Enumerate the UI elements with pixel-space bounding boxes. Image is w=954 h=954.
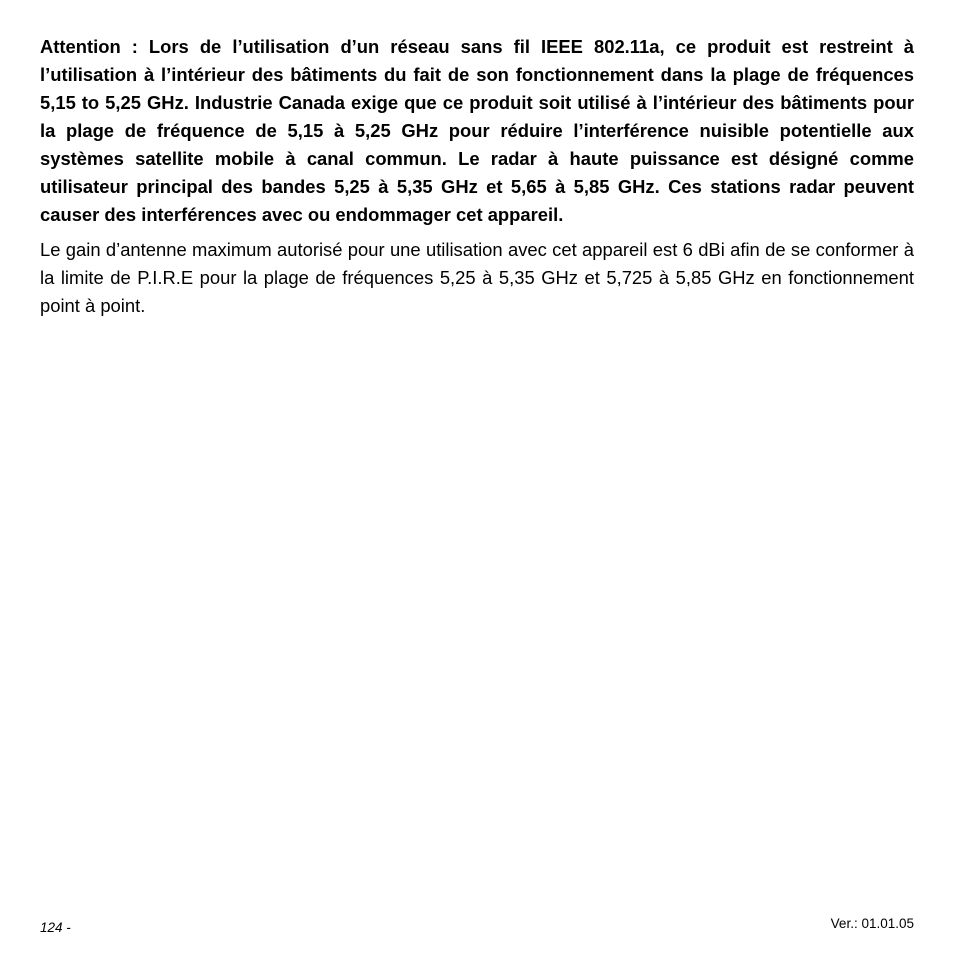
version-label: Ver.: 01.01.05 bbox=[830, 916, 914, 931]
antenna-gain-paragraph: Le gain d’antenne maximum autorisé pour une utilisation avec cet appareil est 6 dBi afin de se conformer à la limite de P.I.R.E pour la plage de fréquences 5,25 à 5,35 GHz et 5,725 à 5,85 GHz en fonctionnement point à point. bbox=[40, 239, 914, 316]
document-body bbox=[40, 33, 914, 320]
page-number: 124 - bbox=[40, 920, 71, 935]
attention-paragraph: Attention : Lors de l’utilisation d’un réseau sans fil IEEE 802.11a, ce produit est restreint à l’utilisation à l’intérieur des bâtiments du fait de son fonctionnement dans la plage de fréquences 5,15 to 5,25 GHz. Industrie Canada exige que ce produit soit utilisé à l’intérieur des bâtiments pour la plage de fréquence de 5,15 à 5,25 GHz pour réduire l’interférence nuisible potentielle aux systèmes satellite mobile à canal commun. Le radar à haute puissance est désigné comme utilisateur principal des bandes 5,25 à 5,35 GHz et 5,65 à 5,85 GHz. Ces stations radar peuvent causer des interférences avec ou endommager cet appareil. bbox=[40, 36, 914, 225]
